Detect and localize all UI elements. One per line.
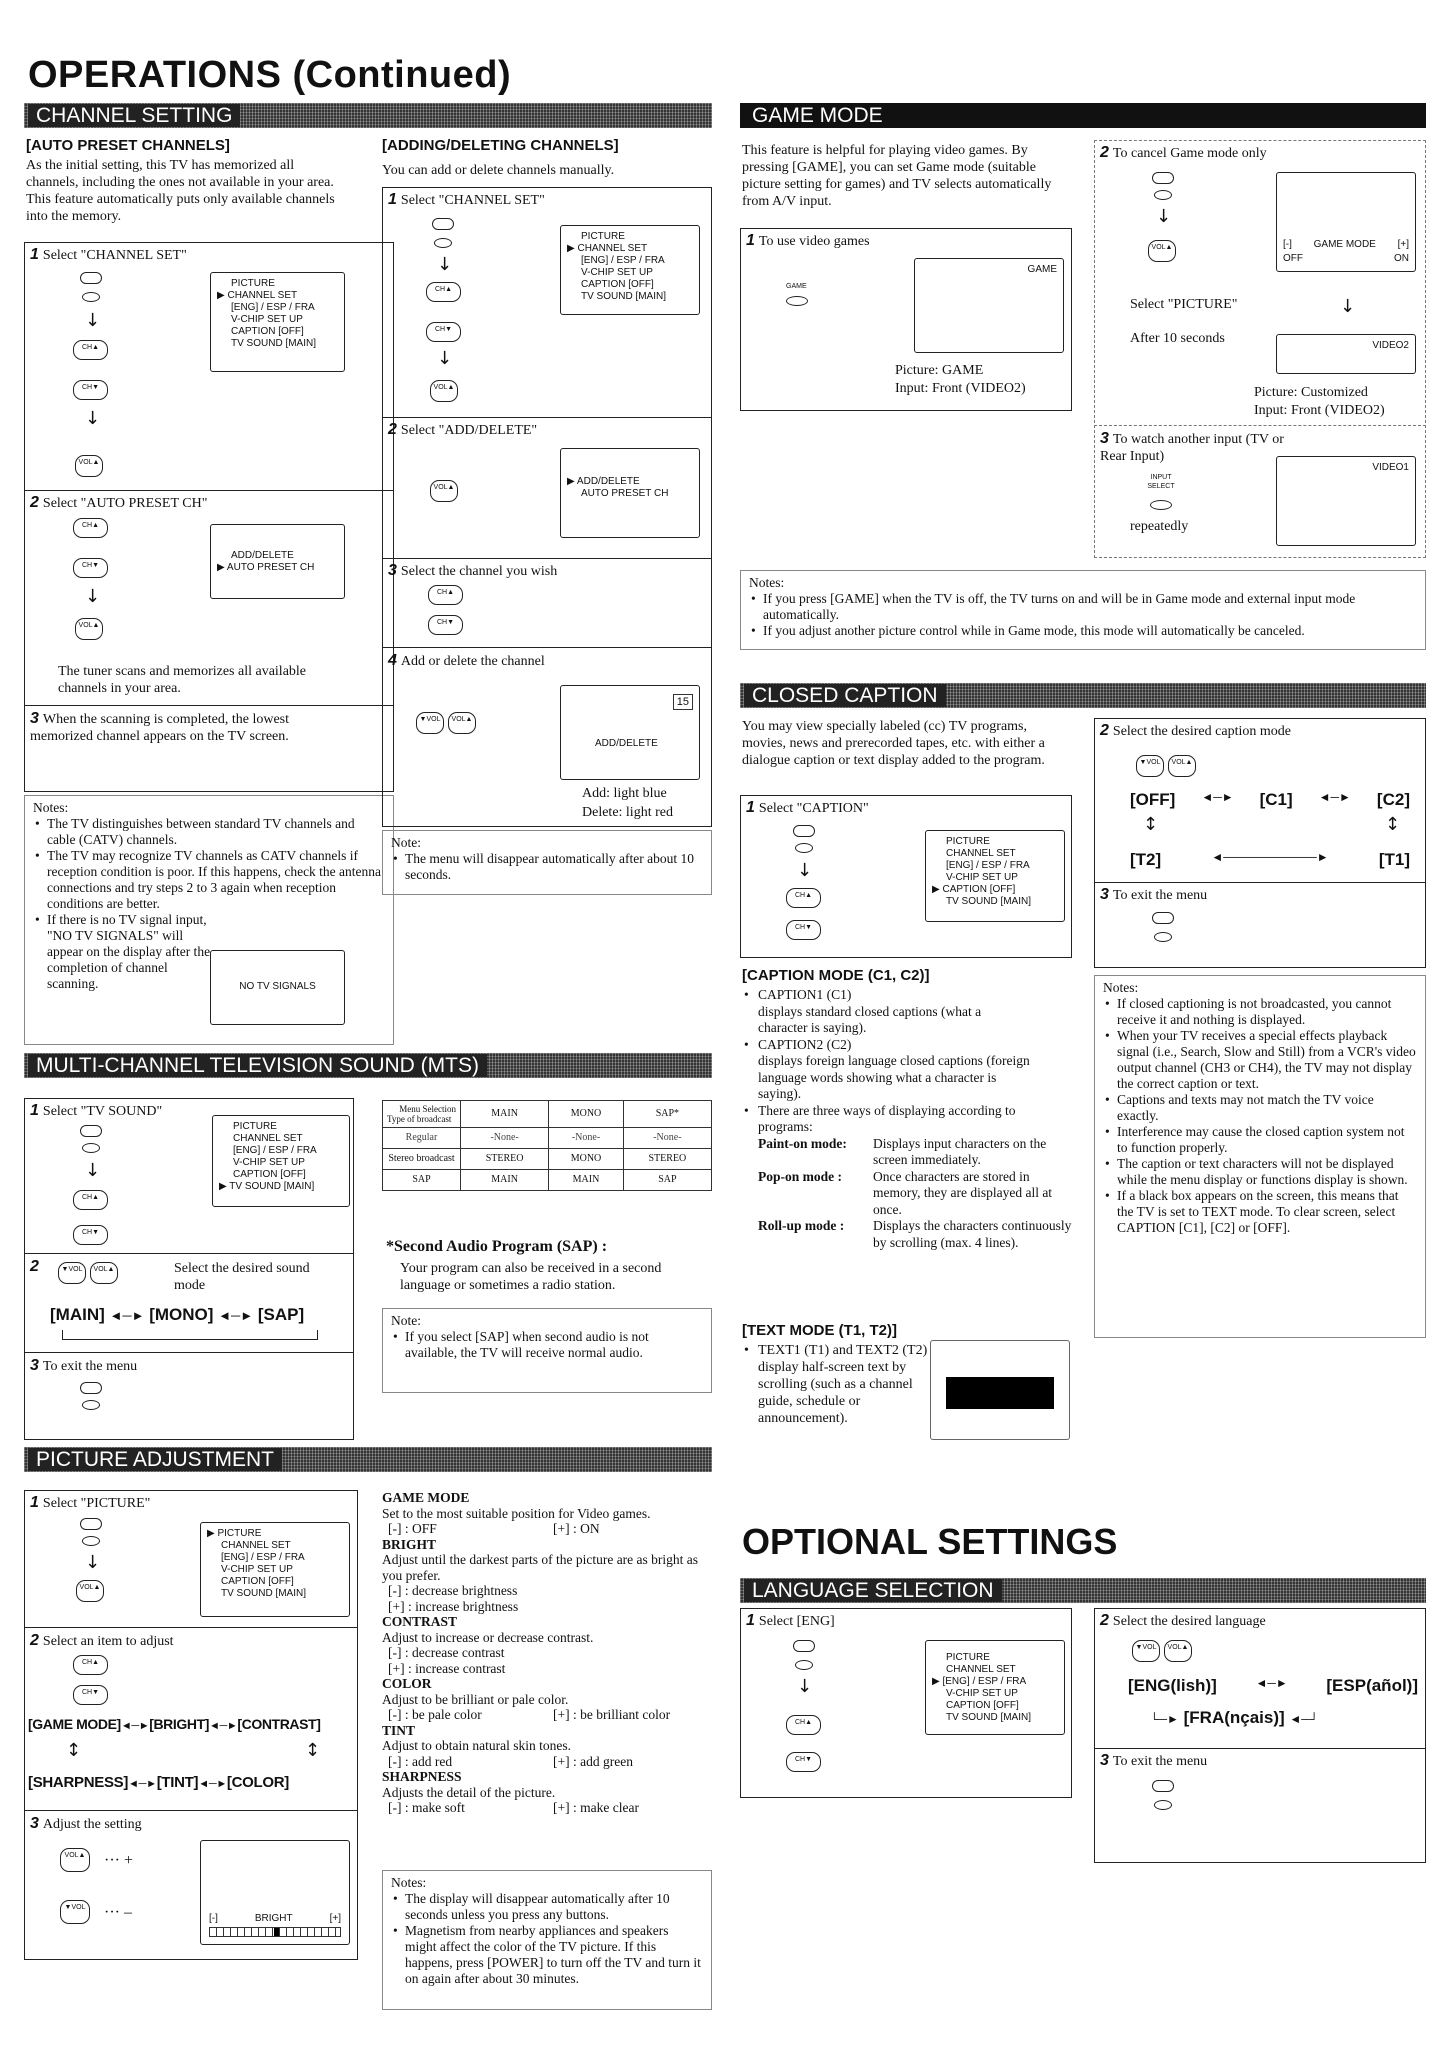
game-notes: Notes: • If you press [GAME] when the TV is off, the TV turns on and will be in Game mode and external input mode automatically. • If you adjust another picture control while in Game mode, this mode will automatically be canceled.: [740, 570, 1426, 650]
menu-screen: PICTURE CHANNEL SET [ENG] / ESP / FRA V-CHIP SET UP ▶ CAPTION [OFF] TV SOUND [MAIN]: [925, 830, 1065, 922]
menu-screen: PICTURE ▶ CHANNEL SET [ENG] / ESP / FRA V-CHIP SET UP CAPTION [OFF] TV SOUND [MAIN]: [560, 225, 700, 315]
auto-step2-note: The tuner scans and memorizes all available channels in your area.: [58, 664, 307, 696]
section-bar-mts: [24, 1053, 712, 1078]
caption-step3: 3 To exit the menu: [1100, 886, 1208, 903]
ch-up-button[interactable]: CH▲: [786, 888, 821, 908]
menu-button[interactable]: [1152, 1780, 1174, 1792]
button-icon: [1154, 1800, 1172, 1810]
ch-down-button[interactable]: CH▼: [426, 322, 461, 342]
mts-note: Note: • If you select [SAP] when second audio is not available, the TV will receive normal audio.: [382, 1308, 712, 1393]
caption-step1: 1 Select "CAPTION": [746, 799, 869, 816]
picture-step1: 1 Select "PICTURE": [30, 1494, 151, 1511]
game-intro: This feature is helpful for playing video games. By pressing [GAME], you can set Game mode (suitable picture setting for games) and TV selects automatically from A/V input.: [742, 143, 1052, 209]
game-screen: GAME: [914, 258, 1064, 353]
vol-down-button[interactable]: ▼VOL: [1132, 1640, 1160, 1662]
language-flow-top: [ENG(lish)] ◄─► [ESP(añol)]: [1128, 1676, 1418, 1695]
page-title: OPERATIONS (Continued): [28, 54, 512, 96]
bright-level-bar: [209, 1927, 341, 1937]
ch-up-button[interactable]: CH▲: [73, 518, 108, 538]
down-arrow-icon: ↓: [797, 1676, 813, 1697]
add-delete-screen: ▶ ADD/DELETE AUTO PRESET CH: [560, 448, 700, 538]
vol-up-button[interactable]: VOL▲: [75, 455, 103, 477]
vol-up-button[interactable]: VOL▲: [76, 1580, 104, 1602]
menu-screen: ▶ PICTURE CHANNEL SET [ENG] / ESP / FRA V-CHIP SET UP CAPTION [OFF] TV SOUND [MAIN]: [200, 1522, 350, 1617]
ch-up-button[interactable]: CH▲: [428, 585, 463, 605]
menu-button[interactable]: [80, 272, 102, 284]
updown-arrow-icon: ↕: [1385, 814, 1401, 835]
video2-screen: VIDEO2: [1276, 334, 1416, 374]
mts-table: Menu Selection Type of broadcast MAIN MONO SAP* Regular -None- -None- -None- Stereo broadcast STEREO MONO STEREO SAP MAIN MAIN SAP: [382, 1100, 712, 1191]
button-icon: [82, 1143, 100, 1153]
menu-screen: PICTURE ▶ CHANNEL SET [ENG] / ESP / FRA V-CHIP SET UP CAPTION [OFF] TV SOUND [MAIN]: [210, 272, 345, 372]
section-bar-closed-caption: [740, 683, 1426, 708]
ch-down-button[interactable]: CH▼: [428, 615, 463, 635]
section-bar-language: [740, 1578, 1426, 1603]
game-result2-a: Picture: Customized: [1254, 385, 1368, 400]
down-arrow-icon: ↓: [1340, 296, 1356, 317]
button-icon: [1154, 932, 1172, 942]
auto-step3: 3 When the scanning is completed, the lowest memorized channel appears on the TV screen.: [30, 710, 290, 744]
updown-arrow-icon: ↕: [305, 1740, 321, 1761]
down-arrow-icon: ↓: [437, 254, 453, 275]
ch-down-button[interactable]: CH▼: [73, 558, 108, 578]
add-color-note: Add: light blue: [582, 786, 667, 801]
caption-flow-top: [OFF] ◄─► [C1] ◄─► [C2]: [1130, 790, 1410, 809]
button-icon: [82, 1536, 100, 1546]
add-step3: 3 Select the channel you wish: [388, 562, 558, 579]
vol-up-button[interactable]: VOL▲: [60, 1848, 90, 1872]
caption-intro: You may view specially labeled (cc) TV programs, movies, news and prerecorded tapes, etc. with either a dialogue caption or text display added to the program.: [742, 719, 1045, 768]
ch-up-button[interactable]: CH▲: [73, 1655, 108, 1675]
menu-button[interactable]: [793, 1640, 815, 1652]
button-icon: [1154, 190, 1172, 200]
ch-up-button[interactable]: CH▲: [73, 340, 108, 360]
menu-button[interactable]: [80, 1382, 102, 1394]
add-step4: 4 Add or delete the channel: [388, 652, 545, 669]
ch-up-button[interactable]: CH▲: [426, 282, 461, 302]
menu-button[interactable]: [80, 1125, 102, 1137]
caption-step2: 2 Select the desired caption mode: [1100, 722, 1291, 739]
text-mode-screen: [930, 1340, 1070, 1440]
ch-down-button[interactable]: CH▼: [786, 920, 821, 940]
menu-button[interactable]: [432, 218, 454, 230]
input-select-button[interactable]: [1150, 500, 1172, 510]
auto-step1: 1 Select "CHANNEL SET": [30, 246, 187, 263]
section-label: PICTURE ADJUSTMENT: [28, 1448, 282, 1471]
ch-down-button[interactable]: CH▼: [73, 380, 108, 400]
repeatedly: repeatedly: [1130, 519, 1189, 534]
bright-screen: [-] BRIGHT [+]: [200, 1840, 350, 1945]
select-picture: Select "PICTURE": [1130, 297, 1238, 312]
mts-step2: Select the desired sound mode: [174, 1261, 310, 1293]
vol-up-button[interactable]: VOL▲: [1148, 240, 1176, 262]
game-step1: 1 To use video games: [746, 232, 870, 249]
vol-down-button[interactable]: ▼VOL: [58, 1262, 86, 1284]
input-select-label: INPUT SELECT: [1147, 474, 1175, 490]
down-arrow-icon: ↓: [797, 860, 813, 881]
caption-mode-title: [CAPTION MODE (C1, C2)]: [742, 967, 930, 984]
down-arrow-icon: ↓: [85, 310, 101, 331]
section-label: LANGUAGE SELECTION: [744, 1579, 1002, 1602]
language-step2: 2 Select the desired language: [1100, 1612, 1266, 1629]
game-result1-a: Picture: GAME: [895, 363, 984, 378]
button-icon: [434, 238, 452, 248]
add-delete-title: [ADDING/DELETING CHANNELS]: [382, 137, 619, 154]
section-bar-channel-setting: [24, 103, 712, 128]
game-step3: 3 To watch another input (TV or Rear Input): [1100, 430, 1284, 464]
after-seconds: After 10 seconds: [1130, 331, 1225, 346]
section-label: CHANNEL SETTING: [28, 104, 240, 127]
flow-return-line: [62, 1330, 318, 1340]
auto-preset-screen: ADD/DELETE ▶ AUTO PRESET CH: [210, 524, 345, 599]
vol-down-button[interactable]: ▼VOL: [1136, 755, 1164, 777]
add-step1: 1 Select "CHANNEL SET": [388, 191, 545, 208]
language-step1: 1 Select [ENG]: [746, 1612, 835, 1629]
picture-flow-bottom: [SHARPNESS]◄─►[TINT]◄─►[COLOR]: [28, 1774, 289, 1791]
mts-step1: 1 Select "TV SOUND": [30, 1102, 163, 1119]
vol-up-button[interactable]: VOL▲: [90, 1262, 118, 1284]
picture-notes: Notes: • The display will disappear automatically after 10 seconds unless you press any buttons. • Magnetism from nearby appliances and speakers might affect the color of the TV picture. If this happens, press [POWER] to turn off the TV and turn it on again after about 30 minutes.: [382, 1870, 712, 2010]
vol-up-button[interactable]: VOL▲: [1168, 755, 1196, 777]
game-button-label: GAME: [786, 283, 807, 290]
caption-flow-bottom: [T2] ◄───────────► [T1]: [1130, 850, 1410, 869]
updown-arrow-icon: ↕: [66, 1740, 82, 1761]
down-arrow-icon: ↓: [1156, 206, 1172, 227]
minus-label: ··· –: [104, 1904, 132, 1921]
section-label: GAME MODE: [752, 104, 883, 127]
button-icon: [795, 843, 813, 853]
ch-up-button[interactable]: CH▲: [73, 1190, 108, 1210]
text-mode-desc: • TEXT1 (T1) and TEXT2 (T2) display half-screen text by scrolling (such as a channel guide, schedule or announcement).: [744, 1343, 928, 1426]
down-arrow-icon: ↓: [437, 348, 453, 369]
auto-preset-notes: Notes: • The TV distinguishes between standard TV channels and cable (CATV) channels. • The TV may recognize TV channels as CATV channels if reception condition is poor. If this happens, check the antenna connections and try steps 2 to 3 again when reception conditions are better. • If there is no TV signal input, "NO TV SIGNALS" will appear on the display after the completion of channel scanning.: [24, 795, 394, 1045]
game-mode-screen: [-] GAME MODE [+] OFF ON: [1276, 172, 1416, 272]
video1-screen: VIDEO1: [1276, 456, 1416, 546]
ch-down-button[interactable]: CH▼: [73, 1685, 108, 1705]
language-flow-bottom: └─► [FRA(nçais)] ◄─┘: [1150, 1708, 1319, 1727]
text-mode-title: [TEXT MODE (T1, T2)]: [742, 1322, 897, 1339]
no-signal-screen: NO TV SIGNALS: [210, 950, 345, 1025]
updown-arrow-icon: ↕: [1143, 814, 1159, 835]
section-bar-picture: [24, 1447, 712, 1472]
button-icon: [82, 1400, 100, 1410]
button-icon: [795, 1660, 813, 1670]
ch-down-button[interactable]: CH▼: [786, 1752, 821, 1772]
section-label: MULTI-CHANNEL TELEVISION SOUND (MTS): [28, 1054, 487, 1077]
vol-down-button[interactable]: ▼VOL: [60, 1900, 90, 1924]
add-delete-channel-screen: 15 ADD/DELETE: [560, 685, 700, 780]
add-step2: 2 Select "ADD/DELETE": [388, 421, 538, 438]
sap-title: *Second Audio Program (SAP) :: [386, 1238, 608, 1255]
button-icon: [82, 292, 100, 302]
vol-down-button[interactable]: ▼VOL: [416, 712, 444, 734]
menu-button[interactable]: [1152, 912, 1174, 924]
vol-up-button[interactable]: VOL▲: [430, 380, 458, 402]
mts-step2-number: 2: [30, 1258, 39, 1275]
down-arrow-icon: ↓: [85, 1160, 101, 1181]
ch-up-button[interactable]: CH▲: [786, 1715, 821, 1735]
sound-flow: [MAIN] ◄─► [MONO] ◄─► [SAP]: [50, 1305, 305, 1324]
language-step3: 3 To exit the menu: [1100, 1752, 1208, 1769]
auto-preset-intro: As the initial setting, this TV has memorized all channels, including the ones not available in your area. This feature automatically puts only available channels into the memory.: [26, 158, 335, 224]
game-result1-b: Input: Front (VIDEO2): [895, 381, 1026, 396]
sap-text: Your program can also be received in a second language or sometimes a radio station.: [400, 1261, 662, 1293]
auto-step2: 2 Select "AUTO PRESET CH": [30, 494, 208, 511]
menu-button[interactable]: [793, 825, 815, 837]
vol-up-button[interactable]: VOL▲: [448, 712, 476, 734]
auto-preset-title: [AUTO PRESET CHANNELS]: [26, 137, 230, 154]
menu-screen: PICTURE CHANNEL SET [ENG] / ESP / FRA V-CHIP SET UP CAPTION [OFF] ▶ TV SOUND [MAIN]: [212, 1115, 350, 1207]
vol-up-button[interactable]: VOL▲: [430, 480, 458, 502]
optional-settings-title: OPTIONAL SETTINGS: [742, 1521, 1118, 1562]
picture-step3: 3 Adjust the setting: [30, 1815, 142, 1832]
section-label: CLOSED CAPTION: [744, 684, 946, 707]
picture-step2: 2 Select an item to adjust: [30, 1632, 174, 1649]
add-delete-note: Note: • The menu will disappear automatically after about 10 seconds.: [382, 830, 712, 895]
section-bar-game-mode: [740, 103, 1426, 128]
picture-items: GAME MODE Set to the most suitable position for Video games. [-] : OFF [+] : ON BRIGHT Adjust until the darkest parts of the picture are as bright as you prefer. [-] : decrease brightness [+] : increase brightness CONTRAST Adjust to increase or decrease contrast. [-] : decrease contrast [+] : increase contrast COLOR Adjust to be brilliant or pale color. [-] : be pale color [+] : be brilliant color TINT Adjust to obtain natural skin tones. [-] : add red [+] : add green SHARPNESS Adjusts the detail of the picture. [-] : make soft [+] : make clear: [382, 1490, 699, 1815]
ch-down-button[interactable]: CH▼: [73, 1225, 108, 1245]
game-result2-b: Input: Front (VIDEO2): [1254, 403, 1385, 418]
vol-up-button[interactable]: VOL▲: [75, 618, 103, 640]
down-arrow-icon: ↓: [85, 1552, 101, 1573]
delete-color-note: Delete: light red: [582, 805, 673, 820]
caption-modes: • CAPTION1 (C1) displays standard closed captions (what a character is saying). • CAPTION2 (C2) displays foreign language closed captions (foreign language words showing what a character is saying). • There are three ways of displaying according to programs: Paint-on mode: Displays input characters on the screen immediately. Pop-on mode : Once characters are stored in memory, they are displayed all at once. Roll-up mode : Displays the characters continuously by scrolling (max. 4 lines).: [744, 987, 1072, 1250]
plus-label: ··· +: [104, 1852, 134, 1869]
vol-up-button[interactable]: VOL▲: [1164, 1640, 1192, 1662]
down-arrow-icon: ↓: [85, 408, 101, 429]
down-arrow-icon: ↓: [85, 586, 101, 607]
picture-flow-top: [GAME MODE]◄─►[BRIGHT]◄─►[CONTRAST]: [28, 1716, 321, 1732]
game-step2: 2 To cancel Game mode only: [1100, 144, 1267, 161]
menu-screen: PICTURE CHANNEL SET ▶ [ENG] / ESP / FRA V-CHIP SET UP CAPTION [OFF] TV SOUND [MAIN]: [925, 1640, 1065, 1735]
game-button[interactable]: [786, 296, 808, 306]
caption-notes: Notes: • If closed captioning is not broadcasted, you cannot receive it and nothing is displayed. • When your TV receives a special effects playback signal (i.e., Search, Slow and Still) from a VCR's video output channel (CH3 or CH4), the TV may not display the correct caption or text. • Captions and texts may not match the TV voice exactly. • Interference may cause the closed caption system not to function properly. • The caption or text characters will not be displayed while the menu display or functions display is shown. • If a black box appears on the screen, this means that the TV is set to TEXT mode. To clear screen, select CAPTION [C1], [C2] or [OFF].: [1094, 975, 1426, 1338]
mts-step3: 3 To exit the menu: [30, 1357, 138, 1374]
menu-button[interactable]: [1152, 172, 1174, 184]
menu-button[interactable]: [80, 1518, 102, 1530]
add-delete-intro: You can add or delete channels manually.: [382, 163, 615, 178]
